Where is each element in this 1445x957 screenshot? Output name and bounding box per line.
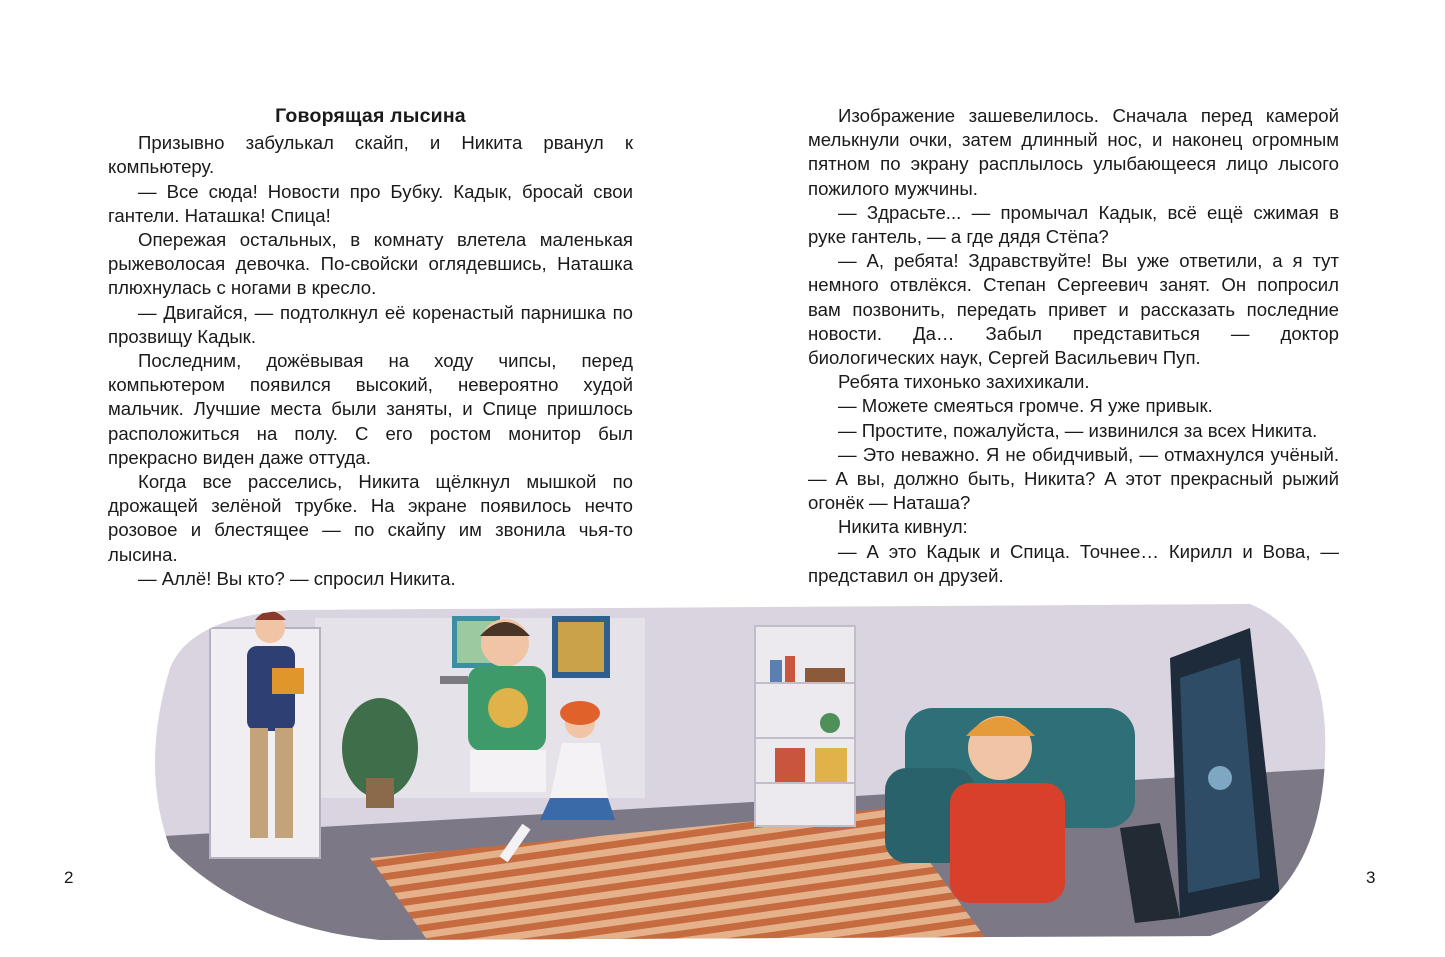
left-text-column bbox=[108, 104, 633, 591]
paragraph: — Двигайся, — подтолкнул её коренастый парнишка по прозвищу Кадык. bbox=[108, 301, 633, 347]
paragraph: Опережая остальных, в комнату влетела маленькая рыжеволосая девочка. По-свойски оглядевшись, Наташка плюхнулась с ногами в кресло. bbox=[108, 229, 633, 299]
paragraph: — Аллё! Вы кто? — спросил Никита. bbox=[138, 567, 456, 589]
chapter-title: Говорящая лысина bbox=[275, 105, 466, 127]
paragraph: Когда все расселись, Никита щёлкнул мышкой по дрожащей зелёной трубке. На экране появилось нечто розовое и блестящее — по скайпу им звонила чья-то лысина. bbox=[108, 471, 633, 565]
paragraph: Призывно забулькал скайп, и Никита рванул к компьютеру. bbox=[108, 132, 633, 178]
right-text-column bbox=[808, 104, 1339, 588]
paragraph: — Можете смеяться громче. Я уже привык. bbox=[838, 395, 1213, 417]
page-number-right: 3 bbox=[1366, 868, 1376, 887]
paragraph: — Это неважно. Я не обидчивый, — отмахнулся учёный. — А вы, должно быть, Никита? А этот прекрасный рыжий огонёк — Наташа? bbox=[808, 443, 1339, 514]
dumbbell-icon bbox=[440, 676, 468, 684]
paragraph: Ребята тихонько захихикали. bbox=[838, 371, 1090, 393]
paragraph: — Все сюда! Новости про Бубку. Кадык, бросай свои гантели. Наташка! Спица! bbox=[108, 180, 633, 226]
paragraph: Последним, дожёвывая на ходу чипсы, перед компьютером появился высокий, невероятно худой мальчик. Лучшие места были заняты, и Спице пришлось расположиться на полу. С его ростом монитор был прекрасно виден даже оттуда. bbox=[108, 350, 633, 468]
room-illustration bbox=[130, 598, 1340, 944]
paragraph: — Простите, пожалуйста, — извинился за всех Никита. bbox=[838, 419, 1318, 441]
page-number-left: 2 bbox=[64, 868, 74, 887]
paragraph: — А это Кадык и Спица. Точнее… Кирилл и Вова, — представил он друзей. bbox=[808, 540, 1339, 586]
paragraph: — А, ребята! Здравствуйте! Вы уже ответили, а я тут немного отвлёкся. Степан Сергеевич занят. Он попросил вам позвонить, передать привет и рассказать последние новости. Да… Забыл представиться — доктор биологических наук, Сергей Васильевич Пуп. bbox=[808, 250, 1339, 369]
paragraph: Изображение зашевелилось. Сначала перед камерой мелькнули очки, затем длинный нос, и наконец огромным пятном по экрану расплылось улыбающееся лицо лысого пожилого мужчины. bbox=[808, 105, 1339, 199]
paragraph: Никита кивнул: bbox=[838, 516, 968, 538]
bookshelf bbox=[755, 626, 855, 826]
paragraph: — Здрасьте... — промычал Кадык, всё ещё сжимая в руке гантель, — а где дядя Стёпа? bbox=[808, 201, 1339, 248]
